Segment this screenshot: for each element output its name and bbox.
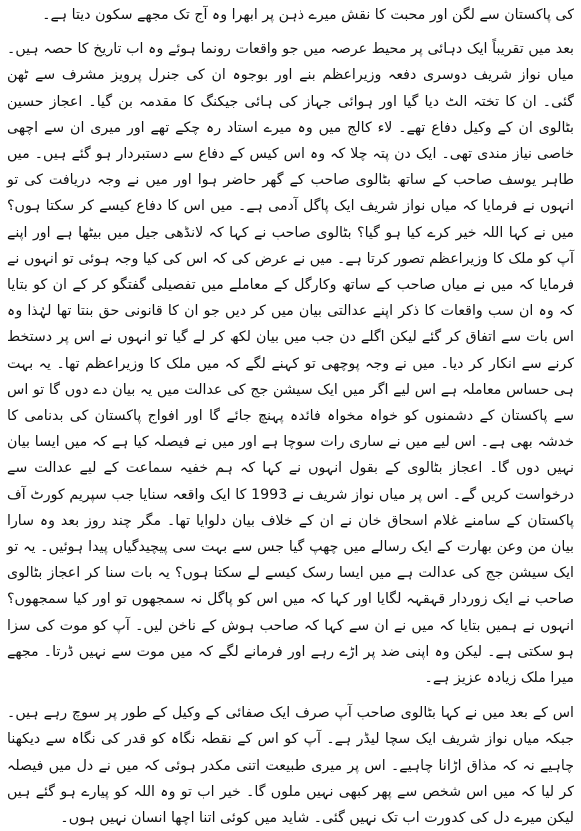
paragraph-2: بعد میں تقریباً ایک دہائی پر محیط عرصہ میں جو واقعات رونما ہوئے وہ اب تاریخ کا حصہ ہیں۔ میاں نواز شریف دوسری دفعہ وزیراعظم بنے اور بوجوہ ان کی جنرل پرویز مشرف سے ٹھن گئی۔ ان کا تختہ الٹ دیا گیا اور ہوائی جہاز کی ہائی جیکنگ کا مقدمہ بن گیا۔ اعجاز حسین بٹالوی ان کے وکیل دفاع تھے۔ لاء کالج میں وہ میرے استاد رہ چکے تھے اور میری ان سے اچھی خاصی نیاز مندی تھی۔ ایک دن پتہ چلا کہ وہ اس کیس کے دفاع سے دستبردار ہو گئے ہیں۔ میں طاہر یوسف صاحب کے ساتھ بٹالوی صاحب کے گھر حاضر ہوا اور میں نے وجہ دریافت کی تو انہوں نے فرمایا کہ میاں نواز شریف ایک پاگل آدمی ہے۔ میں اس کا دفاع کیسے کر سکتا ہوں؟ میں نے کہا اللہ خیر کرے کیا ہو گیا؟ بٹالوی صاحب نے کہا کہ لانڈھی جیل میں بیٹھا ہے اور اپنے آپ کو ملک کا وزیراعظم تصور کرتا ہے۔ میں نے عرض کی کہ اس کی کیا وجہ ہوئی تو انہوں نے فرمایا کہ میں نے میاں صاحب کے ساتھ وکارگل کے معاملے میں تفصیلی گفتگو کر کے ان کو بتایا کہ وہ ان سب واقعات کا ذکر اپنے عدالتی بیان میں کر دیں جو ان کا قانونی حق بنتا تھا لہٰذا وہ اس بات سے اتفاق کر گئے لیکن اگلے دن جب میں بیان لکھ کر لے گیا تو انہوں نے اس پر دستخط کرنے سے انکار کر دیا۔ میں نے وجہ پوچھی تو کہنے لگے کہ میں ملک کا وزیراعظم تھا۔ یہ بہت ہی حساس معاملہ ہے اس لیے اگر میں ایک سیشن جج کی عدالت میں یہ بیان دے دوں گا تو اس سے پاکستان کے دشمنوں کو خواہ مخواہ فائدہ پہنچ جائے گا اور افواج پاکستان کی بدنامی کا خدشہ بھی ہے۔ اس لیے میں نے ساری رات سوچا ہے اور میں نے فیصلہ کیا ہے کہ میں ایسا بیان نہیں دوں گا۔ اعجاز بٹالوی کے بقول انہوں نے کہا کہ ہم خفیہ سماعت کے لیے عدالت سے درخواست کریں گے۔ اس پر میاں نواز شریف نے 1993 کا ایک واقعہ سنایا جب سپریم کورٹ آف پاکستان کے سامنے غلام اسحاق خان نے ان کے خلاف بیان دلوایا تھا۔ مگر چند روز بعد وہ سارا بیان من وعن بھارت کے ایک رسالے میں چھپ گیا جس سے بہت سی پیچیدگیاں پیدا ہوئیں۔ یہ تو ایک سیشن جج کی عدالت ہے میں ایسا رسک کیسے لے سکتا ہوں؟ یہ بات سنا کر اعجاز بٹالوی صاحب نے ایک زوردار قہقہہ لگایا اور کہا کہ میں اس کو پاگل نہ سمجھوں تو اور کیا سمجھوں؟ انہوں نے ہمیں بتایا کہ میں نے ان سے کہا کہ صاحب ہوش کے ناخن لیں۔ آپ کو موت کی سزا ہو سکتی ہے۔ لیکن وہ اپنی ضد پر اڑے رہے اور فرمانے لگے کہ میں موت سے نہیں ڈرتا۔ مجھے میرا ملک زیادہ عزیز ہے۔ — [7, 41, 574, 687]
paragraph-1: کی پاکستان سے لگن اور محبت کا نقش میرے ذہن پر ابھرا وہ آج تک مجھے سکون دیتا ہے۔ — [42, 7, 574, 23]
paragraph-3: اس کے بعد میں نے کہا بٹالوی صاحب آپ صرف ایک صفائی کے وکیل کے طور پر سوچ رہے ہیں۔ جبکہ میاں نواز شریف ایک سچا لیڈر ہے۔ آپ کو اس کے نقطہ نگاہ کو قدر کی نگاہ سے دیکھنا چاہیے نہ کہ مذاق اڑانا چاہیے۔ اس پر میری طبیعت اتنی مکدر ہوئی کہ میں نے دل میں فیصلہ کر لیا کہ میں اس شخص سے پھر کبھی نہیں ملوں گا۔ خیر اب تو وہ اللہ کو پیارے ہو گئے ہیں لیکن میرے دل کی کدورت اب تک نہیں گئی۔ شاید میں کوئی اتنا اچھا انسان نہیں ہوں۔ — [7, 705, 574, 827]
